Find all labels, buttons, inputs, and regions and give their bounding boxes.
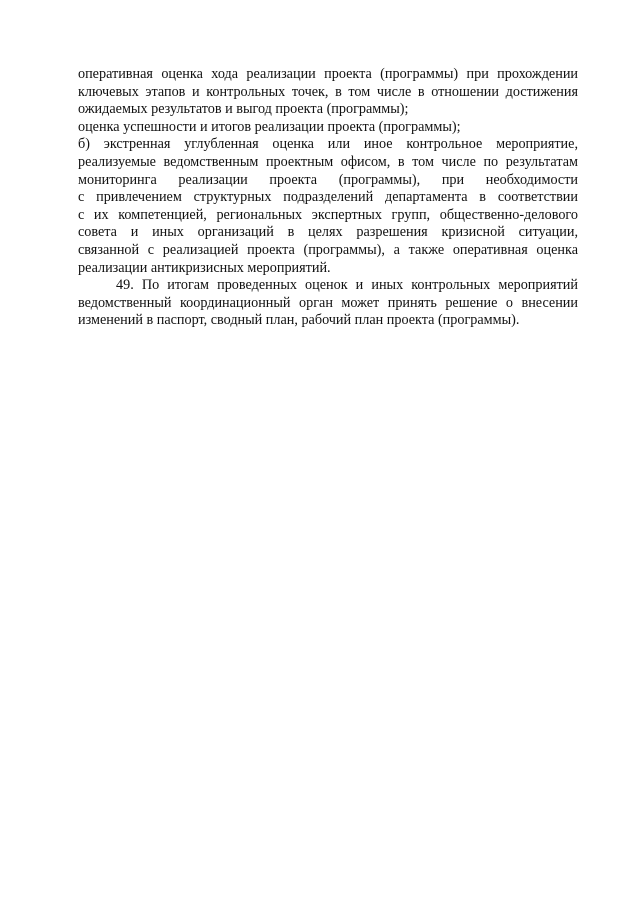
text-line: с их компетенцией, региональных экспертных групп, общественно-делового — [78, 206, 578, 223]
text-line: оперативная оценка хода реализации проекта (программы) при прохождении — [78, 66, 578, 82]
text-line: реализуемые ведомственным проектным офисом, в том числе по результатам — [78, 153, 578, 170]
document-text — [78, 66, 578, 330]
text-line: изменений в паспорт, сводный план, рабочий план проекта (программы). — [78, 312, 520, 329]
text-line: ключевых этапов и контрольных точек, в том числе в отношении достижения — [78, 83, 578, 100]
text-line: совета и иных организаций в целях разрешения кризисной ситуации, — [78, 224, 578, 241]
text-line: мониторинга реализации проекта (программы), при необходимости — [78, 171, 578, 188]
text-line: б) экстренная углубленная оценка или иное контрольное мероприятие, — [78, 136, 578, 153]
text-line: ожидаемых результатов и выгод проекта (программы); — [78, 101, 409, 118]
text-line: реализации антикризисных мероприятий. — [78, 259, 331, 276]
text-line: оценка успешности и итогов реализации проекта (программы); — [78, 118, 461, 135]
text-line: с привлечением структурных подразделений департамента в соответствии — [78, 189, 578, 206]
text-line: ведомственный координационный орган может принять решение о внесении — [78, 294, 578, 311]
text-line: 49. По итогам проведенных оценок и иных контрольных мероприятий — [116, 277, 578, 294]
text-line: связанной с реализацией проекта (программы), а также оперативная оценка — [78, 241, 578, 258]
